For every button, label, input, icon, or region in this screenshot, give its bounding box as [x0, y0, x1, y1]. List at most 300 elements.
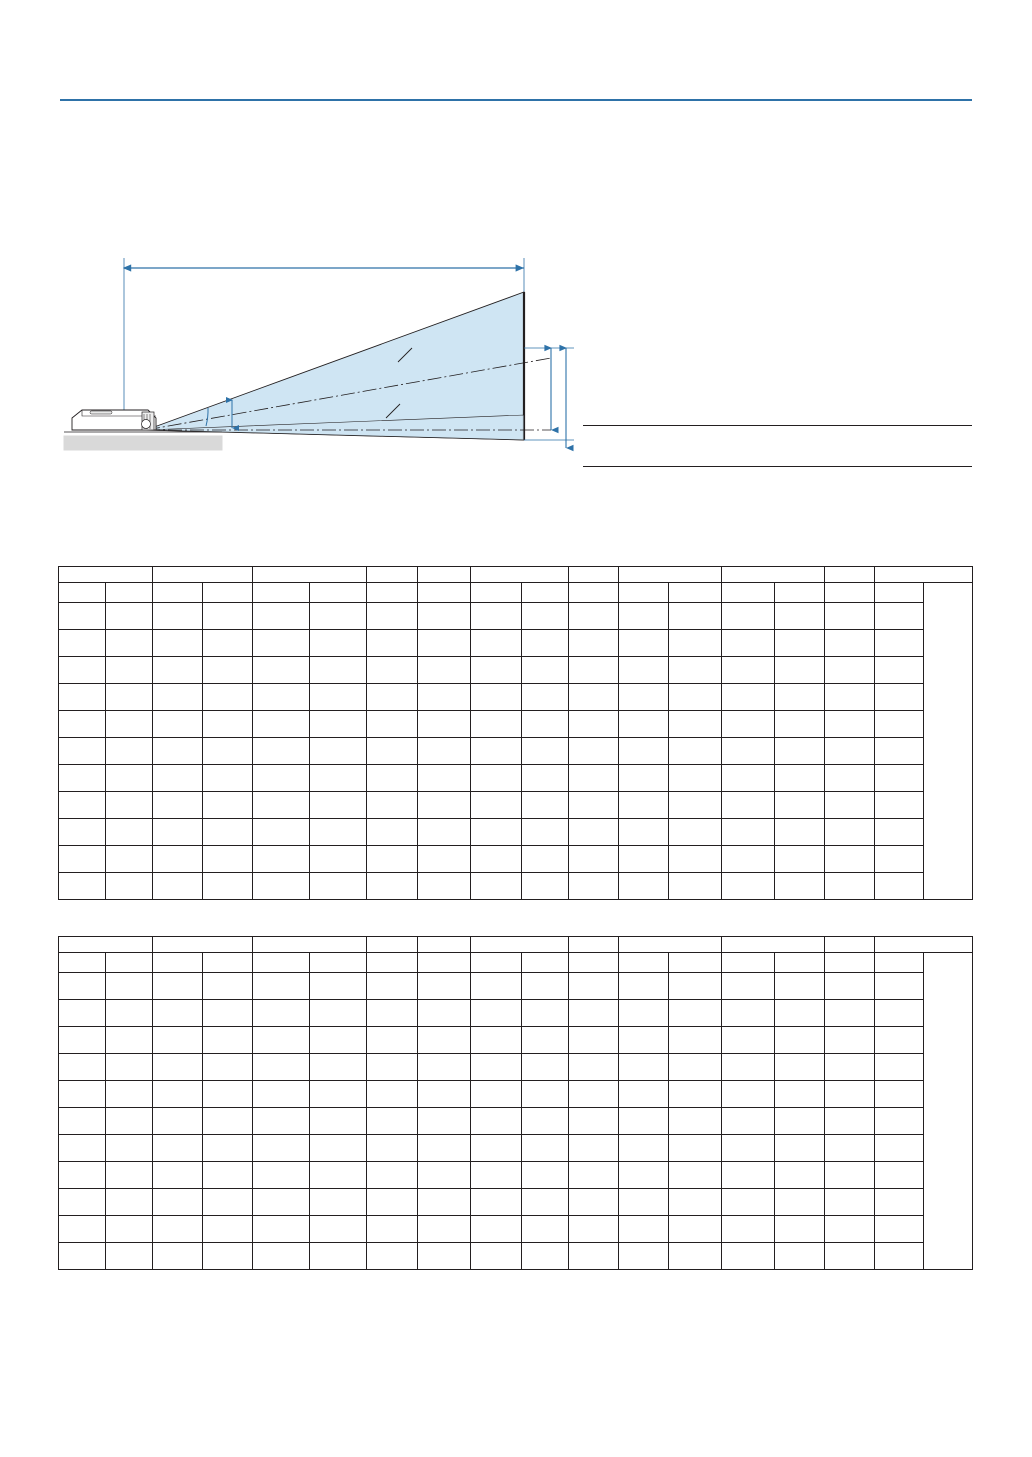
- cell: [569, 1216, 619, 1243]
- cell: [253, 1243, 310, 1270]
- cell: [310, 765, 367, 792]
- cell: [418, 1000, 471, 1027]
- table-row: [59, 973, 973, 1000]
- cell: [59, 1027, 106, 1054]
- cell: [722, 1162, 775, 1189]
- cell: [367, 1189, 418, 1216]
- cell: [153, 973, 203, 1000]
- cell: [367, 1000, 418, 1027]
- cell: [59, 765, 106, 792]
- cell: [106, 684, 153, 711]
- cell: [253, 738, 310, 765]
- cell: [522, 711, 569, 738]
- header-cell: [825, 937, 875, 953]
- cell: [569, 1243, 619, 1270]
- cell: [203, 1216, 253, 1243]
- cell: [522, 1135, 569, 1162]
- cell: [619, 1000, 669, 1027]
- cell: [203, 973, 253, 1000]
- cell: [569, 630, 619, 657]
- cell: [722, 738, 775, 765]
- cell: [367, 738, 418, 765]
- cell: [619, 1216, 669, 1243]
- table-row: [59, 765, 973, 792]
- cell: [471, 684, 522, 711]
- cell: [418, 603, 471, 630]
- table-header-row-2: [59, 953, 973, 973]
- cell: [775, 1135, 825, 1162]
- cell: [522, 1108, 569, 1135]
- cell: [619, 738, 669, 765]
- header-cell: [471, 937, 569, 953]
- cell: [253, 1135, 310, 1162]
- cell: [106, 1135, 153, 1162]
- table-row: [59, 1000, 973, 1027]
- cell: [775, 684, 825, 711]
- table-row: [59, 819, 973, 846]
- cell: [253, 873, 310, 900]
- cell: [775, 792, 825, 819]
- cell: [775, 630, 825, 657]
- cell: [310, 657, 367, 684]
- vertical-dimension-lines: [524, 348, 574, 448]
- header-cell: [106, 583, 153, 603]
- header-cell: [310, 583, 367, 603]
- cell: [619, 1135, 669, 1162]
- cell: [619, 973, 669, 1000]
- note-rule-top: [583, 425, 972, 426]
- cell: [471, 973, 522, 1000]
- cell: [722, 711, 775, 738]
- cell: [522, 1243, 569, 1270]
- cell: [722, 1081, 775, 1108]
- cell: [669, 1216, 722, 1243]
- header-cell: [418, 583, 471, 603]
- header-cell: [722, 953, 775, 973]
- cell: [418, 1108, 471, 1135]
- table-header-row-1: [59, 567, 973, 583]
- cell: [825, 792, 875, 819]
- cell: [825, 765, 875, 792]
- cell: [367, 873, 418, 900]
- cell: [775, 973, 825, 1000]
- cell: [106, 1216, 153, 1243]
- cell: [775, 1189, 825, 1216]
- cell: [418, 711, 471, 738]
- cell: [619, 603, 669, 630]
- header-cell: [203, 583, 253, 603]
- cell: [619, 1054, 669, 1081]
- cell: [722, 765, 775, 792]
- cell: [722, 1000, 775, 1027]
- cell: [253, 1027, 310, 1054]
- cell: [253, 1054, 310, 1081]
- cell: [569, 973, 619, 1000]
- cell: [153, 684, 203, 711]
- header-cell: [59, 567, 153, 583]
- cell: [669, 792, 722, 819]
- cell: [471, 711, 522, 738]
- cell: [522, 1054, 569, 1081]
- cell: [825, 630, 875, 657]
- cell: [418, 973, 471, 1000]
- cell: [875, 873, 924, 900]
- cell: [367, 1135, 418, 1162]
- cell: [253, 1081, 310, 1108]
- cell: [775, 738, 825, 765]
- cell: [825, 1189, 875, 1216]
- cell: [619, 1108, 669, 1135]
- cell: [203, 1027, 253, 1054]
- header-cell: [669, 583, 722, 603]
- cell: [569, 1135, 619, 1162]
- table-row: [59, 873, 973, 900]
- cell: [875, 684, 924, 711]
- header-cell: [203, 953, 253, 973]
- cell: [418, 1081, 471, 1108]
- header-cell: [569, 567, 619, 583]
- cell: [367, 846, 418, 873]
- cell: [106, 873, 153, 900]
- cell: [153, 603, 203, 630]
- cell: [203, 657, 253, 684]
- cell: [669, 765, 722, 792]
- cell: [106, 1027, 153, 1054]
- cell: [875, 738, 924, 765]
- cell: [203, 846, 253, 873]
- cell: [522, 792, 569, 819]
- header-cell: [569, 953, 619, 973]
- table-header-row-1: [59, 937, 973, 953]
- header-cell: [253, 937, 367, 953]
- cell: [106, 657, 153, 684]
- cell: [310, 1027, 367, 1054]
- cell: [106, 819, 153, 846]
- cell: [310, 1162, 367, 1189]
- cell: [59, 1000, 106, 1027]
- cell: [203, 792, 253, 819]
- header-cell: [471, 567, 569, 583]
- cell: [522, 738, 569, 765]
- cell: [825, 684, 875, 711]
- cell: [471, 765, 522, 792]
- cell: [722, 1108, 775, 1135]
- cell: [722, 630, 775, 657]
- cell: [418, 684, 471, 711]
- cell: [875, 792, 924, 819]
- cell: [310, 1243, 367, 1270]
- cell: [253, 765, 310, 792]
- cell: [310, 846, 367, 873]
- cell: [418, 630, 471, 657]
- header-cell: [418, 953, 471, 973]
- cell: [522, 684, 569, 711]
- table-row: [59, 657, 973, 684]
- cell: [106, 973, 153, 1000]
- cell: [253, 657, 310, 684]
- cell: [367, 684, 418, 711]
- cell: [522, 630, 569, 657]
- cell: [619, 873, 669, 900]
- cell: [825, 1027, 875, 1054]
- cell: [418, 657, 471, 684]
- cell: [825, 1216, 875, 1243]
- header-cell: [722, 583, 775, 603]
- cell: [569, 1081, 619, 1108]
- cell: [253, 846, 310, 873]
- cell: [522, 1189, 569, 1216]
- cell: [875, 819, 924, 846]
- header-cell: [569, 583, 619, 603]
- cell: [825, 657, 875, 684]
- cell: [471, 1054, 522, 1081]
- cell: [310, 603, 367, 630]
- cell: [775, 846, 825, 873]
- cell: [569, 1162, 619, 1189]
- cell: [418, 792, 471, 819]
- cell: [203, 1135, 253, 1162]
- note-rule-bottom: [583, 466, 972, 467]
- cell: [569, 792, 619, 819]
- cell: [825, 1054, 875, 1081]
- cell: [569, 1027, 619, 1054]
- cell: [367, 973, 418, 1000]
- cell: [825, 819, 875, 846]
- cell: [619, 1081, 669, 1108]
- cell: [722, 1189, 775, 1216]
- cell: [471, 1189, 522, 1216]
- cell: [522, 973, 569, 1000]
- cell: [418, 1243, 471, 1270]
- cell: [203, 1000, 253, 1027]
- cell: [875, 1135, 924, 1162]
- header-cell: [310, 953, 367, 973]
- header-cell: [619, 937, 722, 953]
- cell: [471, 819, 522, 846]
- cell: [418, 1162, 471, 1189]
- cell: [418, 873, 471, 900]
- screen-size-table-2: [58, 936, 973, 1259]
- table-inch-metric-2: [58, 936, 973, 1270]
- cell: [59, 1243, 106, 1270]
- cell: [203, 1243, 253, 1270]
- cell: [106, 792, 153, 819]
- cell: [253, 1000, 310, 1027]
- cell: [367, 765, 418, 792]
- cell: [153, 1000, 203, 1027]
- table-row: [59, 1081, 973, 1108]
- cell: [310, 973, 367, 1000]
- cell: [59, 792, 106, 819]
- cell: [669, 630, 722, 657]
- cell: [367, 1054, 418, 1081]
- cell: [253, 1162, 310, 1189]
- cell: [310, 1135, 367, 1162]
- cell: [59, 1189, 106, 1216]
- cell: [875, 1054, 924, 1081]
- cell: [875, 765, 924, 792]
- header-cell: [153, 953, 203, 973]
- cell: [775, 1027, 825, 1054]
- cell: [875, 1216, 924, 1243]
- cell: [569, 711, 619, 738]
- cell: [367, 1108, 418, 1135]
- cell: [367, 657, 418, 684]
- cell: [722, 1027, 775, 1054]
- cell: [522, 1081, 569, 1108]
- cell: [471, 873, 522, 900]
- cell: [310, 711, 367, 738]
- cell: [203, 1081, 253, 1108]
- cell: [106, 603, 153, 630]
- cell: [775, 1000, 825, 1027]
- header-cell: [522, 953, 569, 973]
- cell: [153, 1135, 203, 1162]
- cell: [367, 711, 418, 738]
- cell: [153, 819, 203, 846]
- cell: [310, 1081, 367, 1108]
- cell: [669, 1108, 722, 1135]
- cell: [875, 1189, 924, 1216]
- cell: [569, 819, 619, 846]
- cell: [471, 1135, 522, 1162]
- cell: [875, 1000, 924, 1027]
- cell: [310, 738, 367, 765]
- cell: [153, 1243, 203, 1270]
- cell: [106, 765, 153, 792]
- cell: [418, 1054, 471, 1081]
- cell: [875, 1081, 924, 1108]
- cell: [825, 738, 875, 765]
- header-cell: [253, 567, 367, 583]
- projector-illustration: [72, 410, 156, 430]
- cell: [203, 873, 253, 900]
- cell: [669, 711, 722, 738]
- cell: [471, 657, 522, 684]
- cell: [619, 1243, 669, 1270]
- cell: [153, 1081, 203, 1108]
- cell: [418, 1216, 471, 1243]
- cell: [153, 738, 203, 765]
- header-cell: [722, 937, 825, 953]
- table-row: [59, 792, 973, 819]
- cell: [153, 1162, 203, 1189]
- cell: [471, 846, 522, 873]
- header-rule: [60, 99, 972, 101]
- cell: [619, 819, 669, 846]
- cell: [619, 684, 669, 711]
- cell: [825, 1162, 875, 1189]
- cell: [875, 630, 924, 657]
- header-cell: [253, 583, 310, 603]
- cell: [471, 1081, 522, 1108]
- cell: [669, 1000, 722, 1027]
- header-cell: [418, 567, 471, 583]
- header-cell: [669, 953, 722, 973]
- cell: [722, 657, 775, 684]
- cell: [619, 792, 669, 819]
- table-row: [59, 1189, 973, 1216]
- cell: [418, 819, 471, 846]
- header-cell: [253, 953, 310, 973]
- cell: [310, 1189, 367, 1216]
- cell: [367, 603, 418, 630]
- cell: [367, 819, 418, 846]
- cell: [253, 711, 310, 738]
- cell: [153, 1108, 203, 1135]
- header-cell: [875, 937, 973, 953]
- cell: [619, 846, 669, 873]
- cell: [619, 1162, 669, 1189]
- cell: [153, 765, 203, 792]
- cell: [875, 603, 924, 630]
- cell: [253, 684, 310, 711]
- header-cell: [875, 953, 924, 973]
- header-cell: [825, 583, 875, 603]
- cell: [310, 684, 367, 711]
- cell: [825, 1000, 875, 1027]
- table-row: [59, 1135, 973, 1162]
- cell: [825, 711, 875, 738]
- cell: [203, 738, 253, 765]
- cell: [153, 630, 203, 657]
- cell: [722, 1243, 775, 1270]
- table-row: [59, 1027, 973, 1054]
- cell: [59, 819, 106, 846]
- cell: [471, 603, 522, 630]
- cell: [471, 1027, 522, 1054]
- cell: [153, 711, 203, 738]
- cell: [153, 657, 203, 684]
- header-cell: [619, 567, 722, 583]
- cell: [825, 973, 875, 1000]
- cell: [203, 1108, 253, 1135]
- cell: [569, 1000, 619, 1027]
- cell: [775, 657, 825, 684]
- cell: [153, 873, 203, 900]
- cell: [418, 1027, 471, 1054]
- cell: [669, 973, 722, 1000]
- cell: [310, 630, 367, 657]
- cell: [875, 1027, 924, 1054]
- header-cell: [775, 953, 825, 973]
- cell: [775, 1243, 825, 1270]
- cell: [106, 630, 153, 657]
- cell: [471, 792, 522, 819]
- header-cell: [106, 953, 153, 973]
- cell: [669, 603, 722, 630]
- cell: [106, 1162, 153, 1189]
- cell: [875, 1243, 924, 1270]
- cell: [722, 603, 775, 630]
- cell: [106, 1000, 153, 1027]
- cell: [153, 792, 203, 819]
- cell: [569, 657, 619, 684]
- cell: [367, 1027, 418, 1054]
- cell: [106, 846, 153, 873]
- cell: [522, 1216, 569, 1243]
- cell: [569, 603, 619, 630]
- cell: [471, 630, 522, 657]
- header-cell: [153, 937, 253, 953]
- cell: [203, 1189, 253, 1216]
- cell: [669, 1081, 722, 1108]
- cell: [669, 846, 722, 873]
- cell: [775, 1162, 825, 1189]
- cell: [153, 846, 203, 873]
- cell: [367, 1162, 418, 1189]
- table-row: [59, 1108, 973, 1135]
